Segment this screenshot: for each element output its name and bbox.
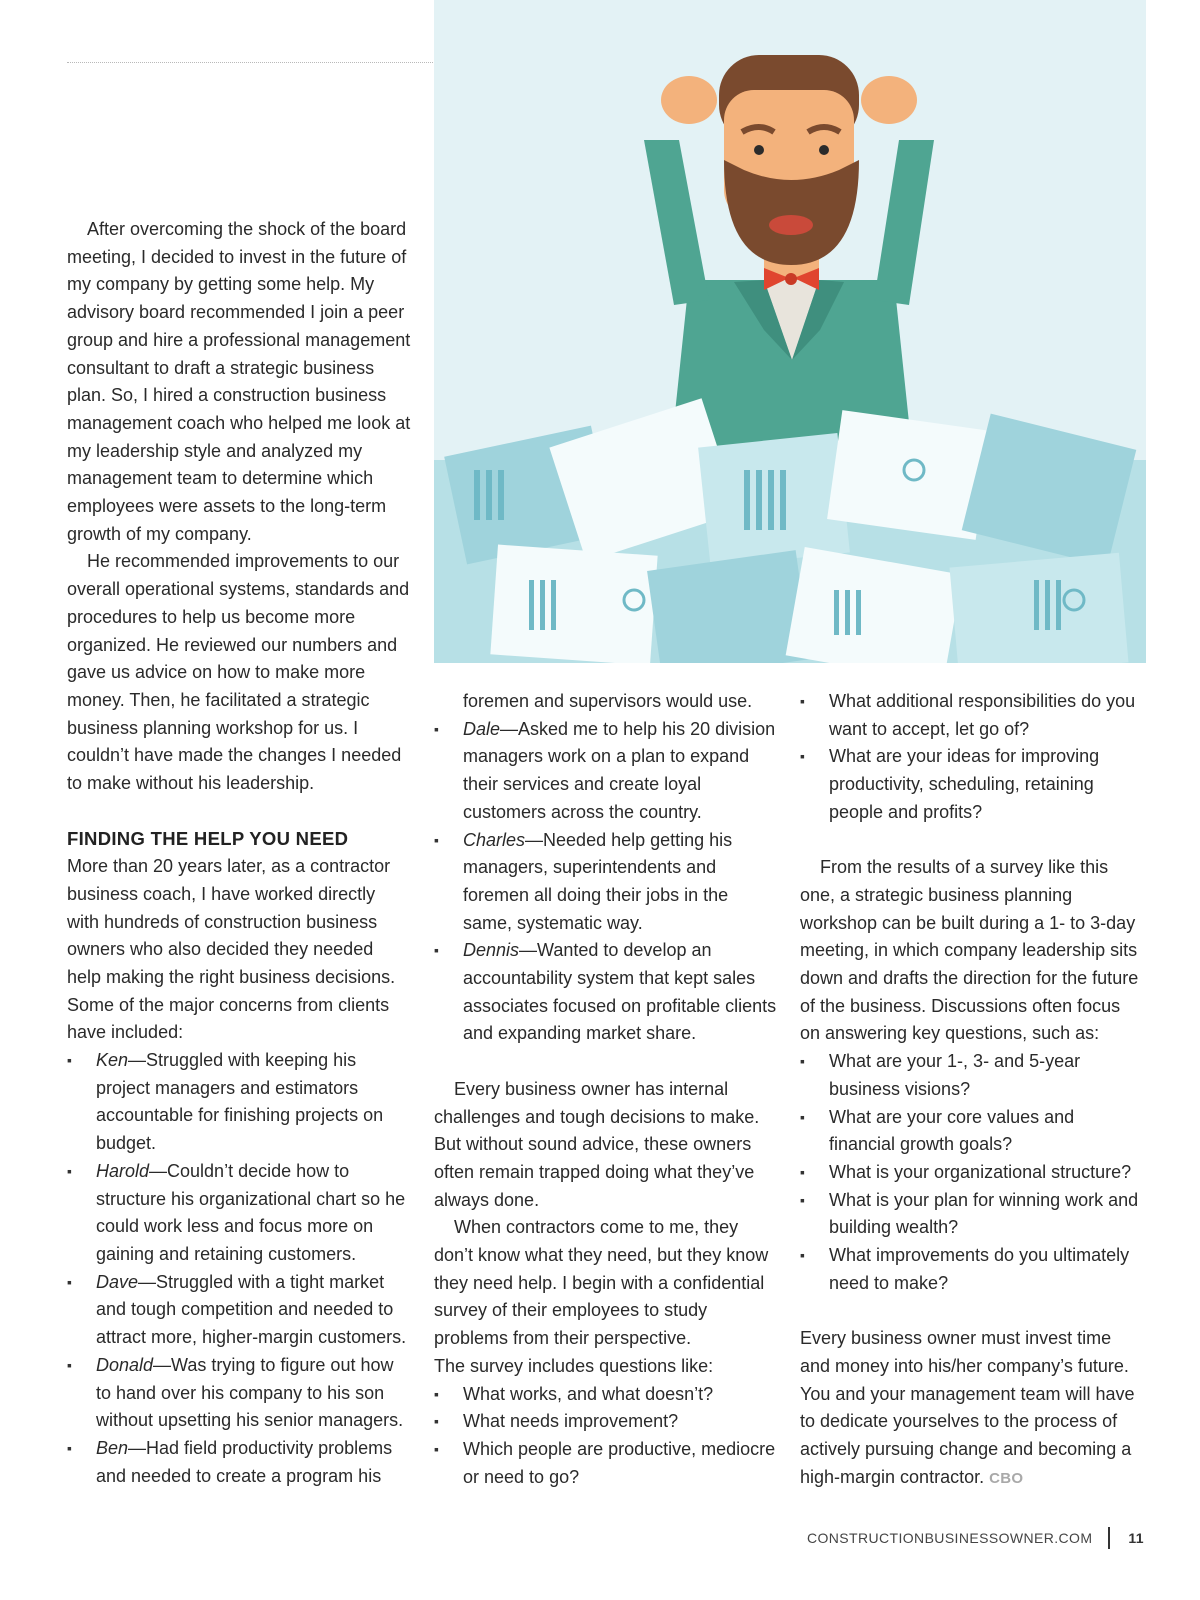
column-2: [434, 688, 779, 1491]
paragraph: From the results of a survey like this one, a strategic business planning workshop can be built during a 1- to 3-day meeting, in which company leadership sits down and drafts the direction for the future of the business. Discussions often focus on answering key questions, such as:: [800, 857, 1139, 1044]
list-item: [434, 827, 779, 938]
client-text: —Struggled with a tight market and tough competition and needed to attract more, higher-margin customers.: [96, 1271, 407, 1348]
top-dotted-rule: [67, 62, 433, 63]
client-name: Ken: [96, 1050, 129, 1071]
paragraph: When contractors come to me, they don’t know what they need, but they know they need help. I begin with a confidential survey of their employees to study problems from their perspective.: [434, 1217, 769, 1349]
client-name: Dennis: [463, 940, 520, 961]
key-question-list: [800, 1048, 1145, 1297]
list-item: [67, 1352, 412, 1435]
list-item: ▪ What is your organizational structure?: [800, 1159, 1145, 1187]
list-item: [434, 716, 779, 827]
list-item: ▪ What additional responsibilities do you want to accept, let go of?: [800, 688, 1145, 743]
paragraph: More than 20 years later, as a contractor business coach, I have worked directly with hundreds of construction business owners who also decided they needed help making the right business decisions. Some of the major concerns from clients have included:: [67, 856, 396, 1043]
client-text: —Was trying to figure out how to hand over his company to his son without upsetting his senior managers.: [96, 1354, 404, 1431]
page-number: 11: [1128, 1530, 1144, 1546]
client-text: —Needed help getting his managers, superintendents and foremen all doing their jobs in the same, systematic way.: [463, 829, 733, 933]
list-item: ▪ What needs improvement?: [434, 1408, 779, 1436]
list-item: [67, 1158, 412, 1269]
section-heading: FINDING THE HELP YOU NEED: [67, 828, 349, 850]
end-mark: CBO: [989, 1469, 1024, 1487]
survey-question-list: [434, 1381, 779, 1492]
list-continuation: foremen and supervisors would use.: [463, 691, 753, 711]
footer-divider: [1108, 1527, 1110, 1549]
closing-paragraph: [800, 1325, 1145, 1492]
list-item: ▪ What are your core values and financial growth goals?: [800, 1104, 1145, 1159]
list-item: [434, 937, 779, 1048]
client-text: —Asked me to help his 20 division managers work on a plan to expand their services and create loyal customers across the country.: [463, 718, 776, 822]
client-list: [434, 716, 779, 1048]
footer-site: CONSTRUCTIONBUSINESSOWNER.COM: [807, 1530, 1093, 1546]
paragraph: Every business owner has internal challenges and tough decisions to make. But without sound advice, these owners often remain trapped doing what they’ve always done.: [434, 1078, 760, 1210]
column-3: [800, 688, 1145, 1492]
list-item: ▪ Which people are productive, mediocre or need to go?: [434, 1436, 779, 1491]
client-name: Donald: [96, 1354, 154, 1375]
list-item: ▪ What are your 1-, 3- and 5-year business visions?: [800, 1048, 1145, 1103]
client-name: Ben: [96, 1437, 129, 1458]
client-text: —Couldn’t decide how to structure his organizational chart so he could work less and focus more on gaining and retaining customers.: [96, 1160, 406, 1264]
paragraph: He recommended improvements to our overall operational systems, standards and procedures to help us become more organized. He reviewed our numbers and gave us advice on how to make more money. Then, he facilitated a strategic business planning workshop for us. I couldn’t have made the changes I needed to make without his leadership.: [67, 551, 410, 794]
list-item: [67, 1047, 412, 1158]
paragraph: After overcoming the shock of the board meeting, I decided to invest in the future of my company by getting some help. My advisory board recommended I join a peer group and hire a professional management consultant to draft a strategic business plan. So, I hired a construction business management coach who helped me look at my leadership style and analyzed my management team to determine which employees were assets to the long-term growth of my company.: [67, 219, 411, 544]
paragraph: The survey includes questions like:: [434, 1355, 714, 1376]
list-item: [67, 1269, 412, 1352]
column-1: [67, 216, 412, 1490]
client-name: Dave: [96, 1271, 139, 1292]
client-text: —Wanted to develop an accountability system that kept sales associates focused on profitable clients and expanding market share.: [463, 940, 777, 1044]
client-name: Harold: [96, 1160, 150, 1181]
client-list: [67, 1047, 412, 1490]
list-item: [67, 1435, 412, 1490]
list-item: ▪ What works, and what doesn’t?: [434, 1381, 779, 1409]
survey-question-list: [800, 688, 1145, 827]
client-name: Charles: [463, 829, 526, 850]
page-footer: [807, 1526, 1144, 1550]
closing-text: Every business owner must invest time and money into his/her company’s future. You and your management team will have to dedicate yourselves to the process of actively pursuing change and becoming a high-margin contractor.: [800, 1328, 1135, 1487]
illustration-overwhelmed-businessman: [434, 0, 1146, 663]
client-text: —Had field productivity problems and needed to create a program his: [96, 1437, 393, 1486]
client-text: —Struggled with keeping his project managers and estimators accountable for finishing projects on budget.: [96, 1050, 384, 1154]
list-item: ▪ What is your plan for winning work and building wealth?: [800, 1187, 1145, 1242]
client-name: Dale: [463, 718, 501, 739]
list-item: ▪ What are your ideas for improving productivity, scheduling, retaining people and profits?: [800, 743, 1145, 826]
list-item: ▪ What improvements do you ultimately need to make?: [800, 1242, 1145, 1297]
